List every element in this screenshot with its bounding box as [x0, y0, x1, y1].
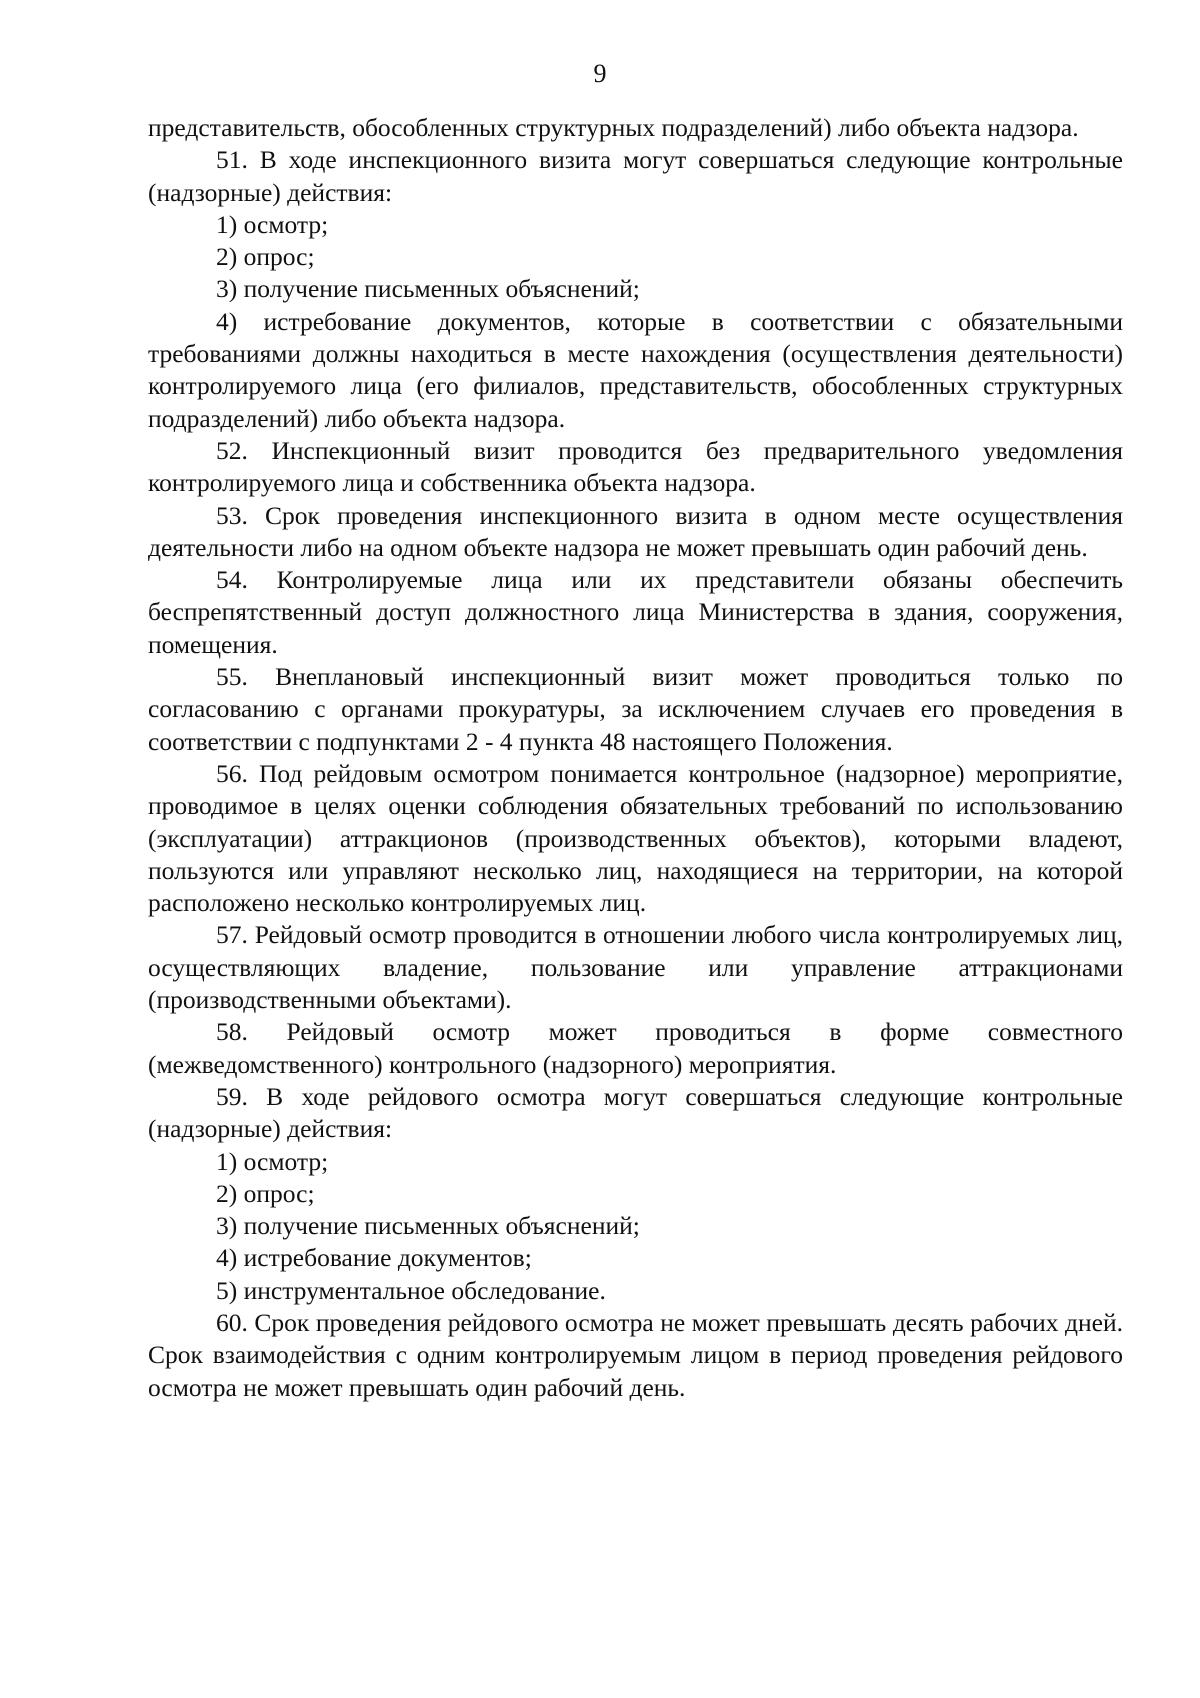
list-item: 3) получение письменных объяснений; — [216, 274, 640, 304]
paragraph: 52. Инспекционный визит проводится без предварительного уведомления контролируемого лица и собственника объекта надзора. — [148, 435, 1123, 498]
paragraph: 55. Внеплановый инспекционный визит может проводиться только по согласованию с органами прокуратуры, за исключением случаев его проведения в соответствии с подпунктами 2 - 4 пункта 48 настоящего Положения. — [148, 662, 1123, 756]
paragraph: 58. Рейдовый осмотр может проводиться в форме совместного (межведомственного) контрольного (надзорного) мероприятия. — [148, 1017, 1123, 1079]
list-item: 5) инструментальное обследование. — [216, 1275, 606, 1305]
list-item: 2) опрос; — [216, 242, 315, 272]
paragraph: 56. Под рейдовым осмотром понимается контрольное (надзорное) мероприятие, проводимое в целях оценки соблюдения обязательных требований по использованию (эксплуатации) аттракционов (производственных объектов), которыми владеют, пользуются или управляют несколько лиц, находящиеся на территории, на которой расположено несколько контролируемых лиц. — [148, 758, 1123, 918]
paragraph: 53. Срок проведения инспекционного визита в одном месте осуществления деятельности либо на одном объекте надзора не может превышать один рабочий день. — [148, 500, 1123, 562]
list-item: 1) осмотр; — [216, 1146, 329, 1176]
paragraph: 54. Контролируемые лица или их представители обязаны обеспечить беспрепятственный доступ должностного лица Министерства в здания, сооружения, помещения. — [148, 565, 1123, 659]
paragraph: 57. Рейдовый осмотр проводится в отношении любого числа контролируемых лиц, осуществляющих владение, пользование или управление аттракционами (производственными объектами). — [148, 920, 1123, 1015]
page-number: 9 — [593, 59, 607, 88]
list-item: 1) осмотр; — [216, 209, 329, 239]
list-item: 4) истребование документов; — [216, 1243, 532, 1273]
paragraph: 59. В ходе рейдового осмотра могут совершаться следующие контрольные (надзорные) действия: — [148, 1081, 1123, 1144]
document-body — [148, 112, 1123, 1404]
list-item: 4) истребование документов, которые в соответствии с обязательными требованиями должны находиться в месте нахождения (осуществления деятельности) контролируемого лица (его филиалов, представительств, обособленных структурных подразделений) либо объекта надзора. — [148, 306, 1123, 433]
paragraph: представительств, обособленных структурных подразделений) либо объекта надзора. — [148, 113, 1079, 142]
paragraph: 60. Срок проведения рейдового осмотра не может превышать десять рабочих дней. Срок взаимодействия с одним контролируемым лицом в период проведения рейдового осмотра не может превышать один рабочий день. — [148, 1307, 1123, 1402]
list-item: 3) получение письменных объяснений; — [216, 1211, 640, 1241]
paragraph: 51. В ходе инспекционного визита могут совершаться следующие контрольные (надзорные) действия: — [148, 145, 1123, 207]
list-item: 2) опрос; — [216, 1178, 315, 1208]
